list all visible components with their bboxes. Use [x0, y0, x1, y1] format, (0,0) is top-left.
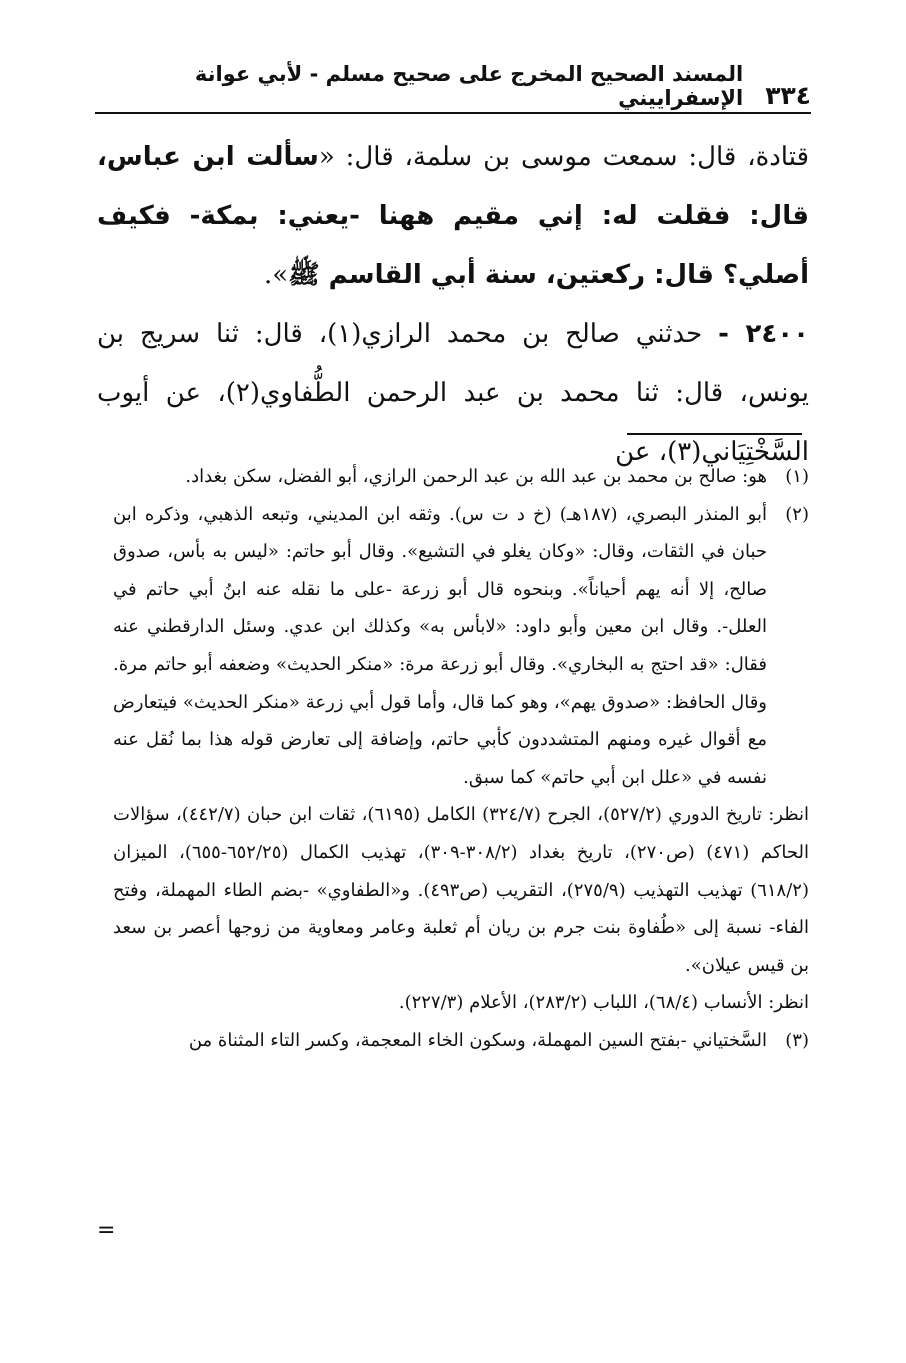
header-rule	[95, 112, 811, 114]
paragraph-1-close: ».	[264, 260, 289, 290]
continuation-mark: =	[97, 1218, 116, 1243]
footnote-2	[113, 496, 809, 797]
paragraph-2	[97, 305, 809, 482]
paragraph-1	[97, 128, 809, 305]
footnote-2-references-2: انظر: الأنساب (٦٨/٤)، اللباب (٢٨٣/٢)، الأعلام (٢٢٧/٣).	[398, 992, 809, 1014]
footnote-2-text: أبو المنذر البصري، (١٨٧هـ) (خ د ت س). وثقه ابن المديني، وتبعه الذهبي، وذكره ابن حبان في الثقات، وقال: «وكان يغلو في التشيع». وقال أبو حاتم: «ليس به بأس، صدوق صالح، إلا أنه يهم أحياناً». وبنحوه قال أبو زرعة -على ما نقله عنه ابنُ أبي حاتم في العلل-. وقال ابن معين وأبو داود: «لابأس به» وكذلك ابن عدي. وسئل الدارقطني عنه فقال: «قد احتج به البخاري». وقال أبو زرعة مرة: «منكر الحديث» وضعفه أبو حاتم مرة. وقال الحافظ: «صدوق يهم»، وهو كما قال، وأما قول أبي زرعة «منكر الحديث» فيتعارض مع أقوال غيره ومنهم المتشددون كأبي حاتم، وإضافة إلى تعارض قوله هذا بما نُقل عنه نفسه في «علل ابن أبي حاتم» كما سبق.	[113, 503, 767, 788]
footnote-2-references: انظر: تاريخ الدوري (٥٢٧/٢)، الجرح (٣٢٤/٧) الكامل (٦١٩٥)، ثقات ابن حبان (٤٤٢/٧)، سؤالات الحاكم (٤٧١) (ص٢٧٠)، تاريخ بغداد (٣٠٨/٢-٣٠٩)، تهذيب الكمال (٦٥٢/٢٥-٦٥٥)، الميزان (٦١٨/٢) تهذيب التهذيب (٢٧٥/٩)، التقريب (ص٤٩٣). و«الطفاوي» -بضم الطاء المهملة، وفتح الفاء- نسبة إلى «طُفاوة بنت جرم بن ريان أم ثعلبة وعامر ومعاوية من زوجها أعصر بن سعد بن قيس عيلان».	[113, 804, 810, 976]
footnote-1	[113, 458, 809, 496]
main-text	[97, 128, 809, 482]
page-number: ٣٣٤	[765, 81, 811, 110]
paragraph-1-intro: قتادة، قال: سمعت موسى بن سلمة، قال: «	[318, 142, 809, 172]
running-header	[95, 62, 811, 110]
hadith-matn: سألت ابن عباس، قال: فقلت له: إني مقيم ههنا -يعني: بمكة- فكيف أصلي؟ قال: ركعتين، سنة أبي القاسم ﷺ	[97, 142, 809, 290]
footnote-3-number: (٣)	[785, 1029, 809, 1051]
hadith-number: ٢٤٠٠ -	[718, 319, 810, 349]
footnote-2-number: (٢)	[785, 503, 809, 525]
footnote-1-text: هو: صالح بن محمد بن عبد الله بن عبد الرحمن الرازي، أبو الفضل، سكن بغداد.	[185, 466, 767, 487]
footnote-separator	[627, 433, 802, 435]
header-title: المسند الصحيح المخرج على صحيح مسلم - لأبي عوانة الإسفراييني	[194, 62, 744, 110]
footnote-1-number: (١)	[785, 466, 809, 487]
footnote-3-text: السَّختياني -بفتح السين المهملة، وسكون الخاء المعجمة، وكسر التاء المثناة من	[188, 1029, 767, 1051]
footnote-3	[113, 1022, 809, 1060]
hadith-isnad: حدثني صالح بن محمد الرازي(١)، قال: ثنا سريج بن يونس، قال: ثنا محمد بن عبد الرحمن الطُّفاوي(٢)، عن أيوب السَّخْتِيَاني(٣)، عن	[97, 319, 809, 467]
footnotes	[113, 458, 809, 1060]
